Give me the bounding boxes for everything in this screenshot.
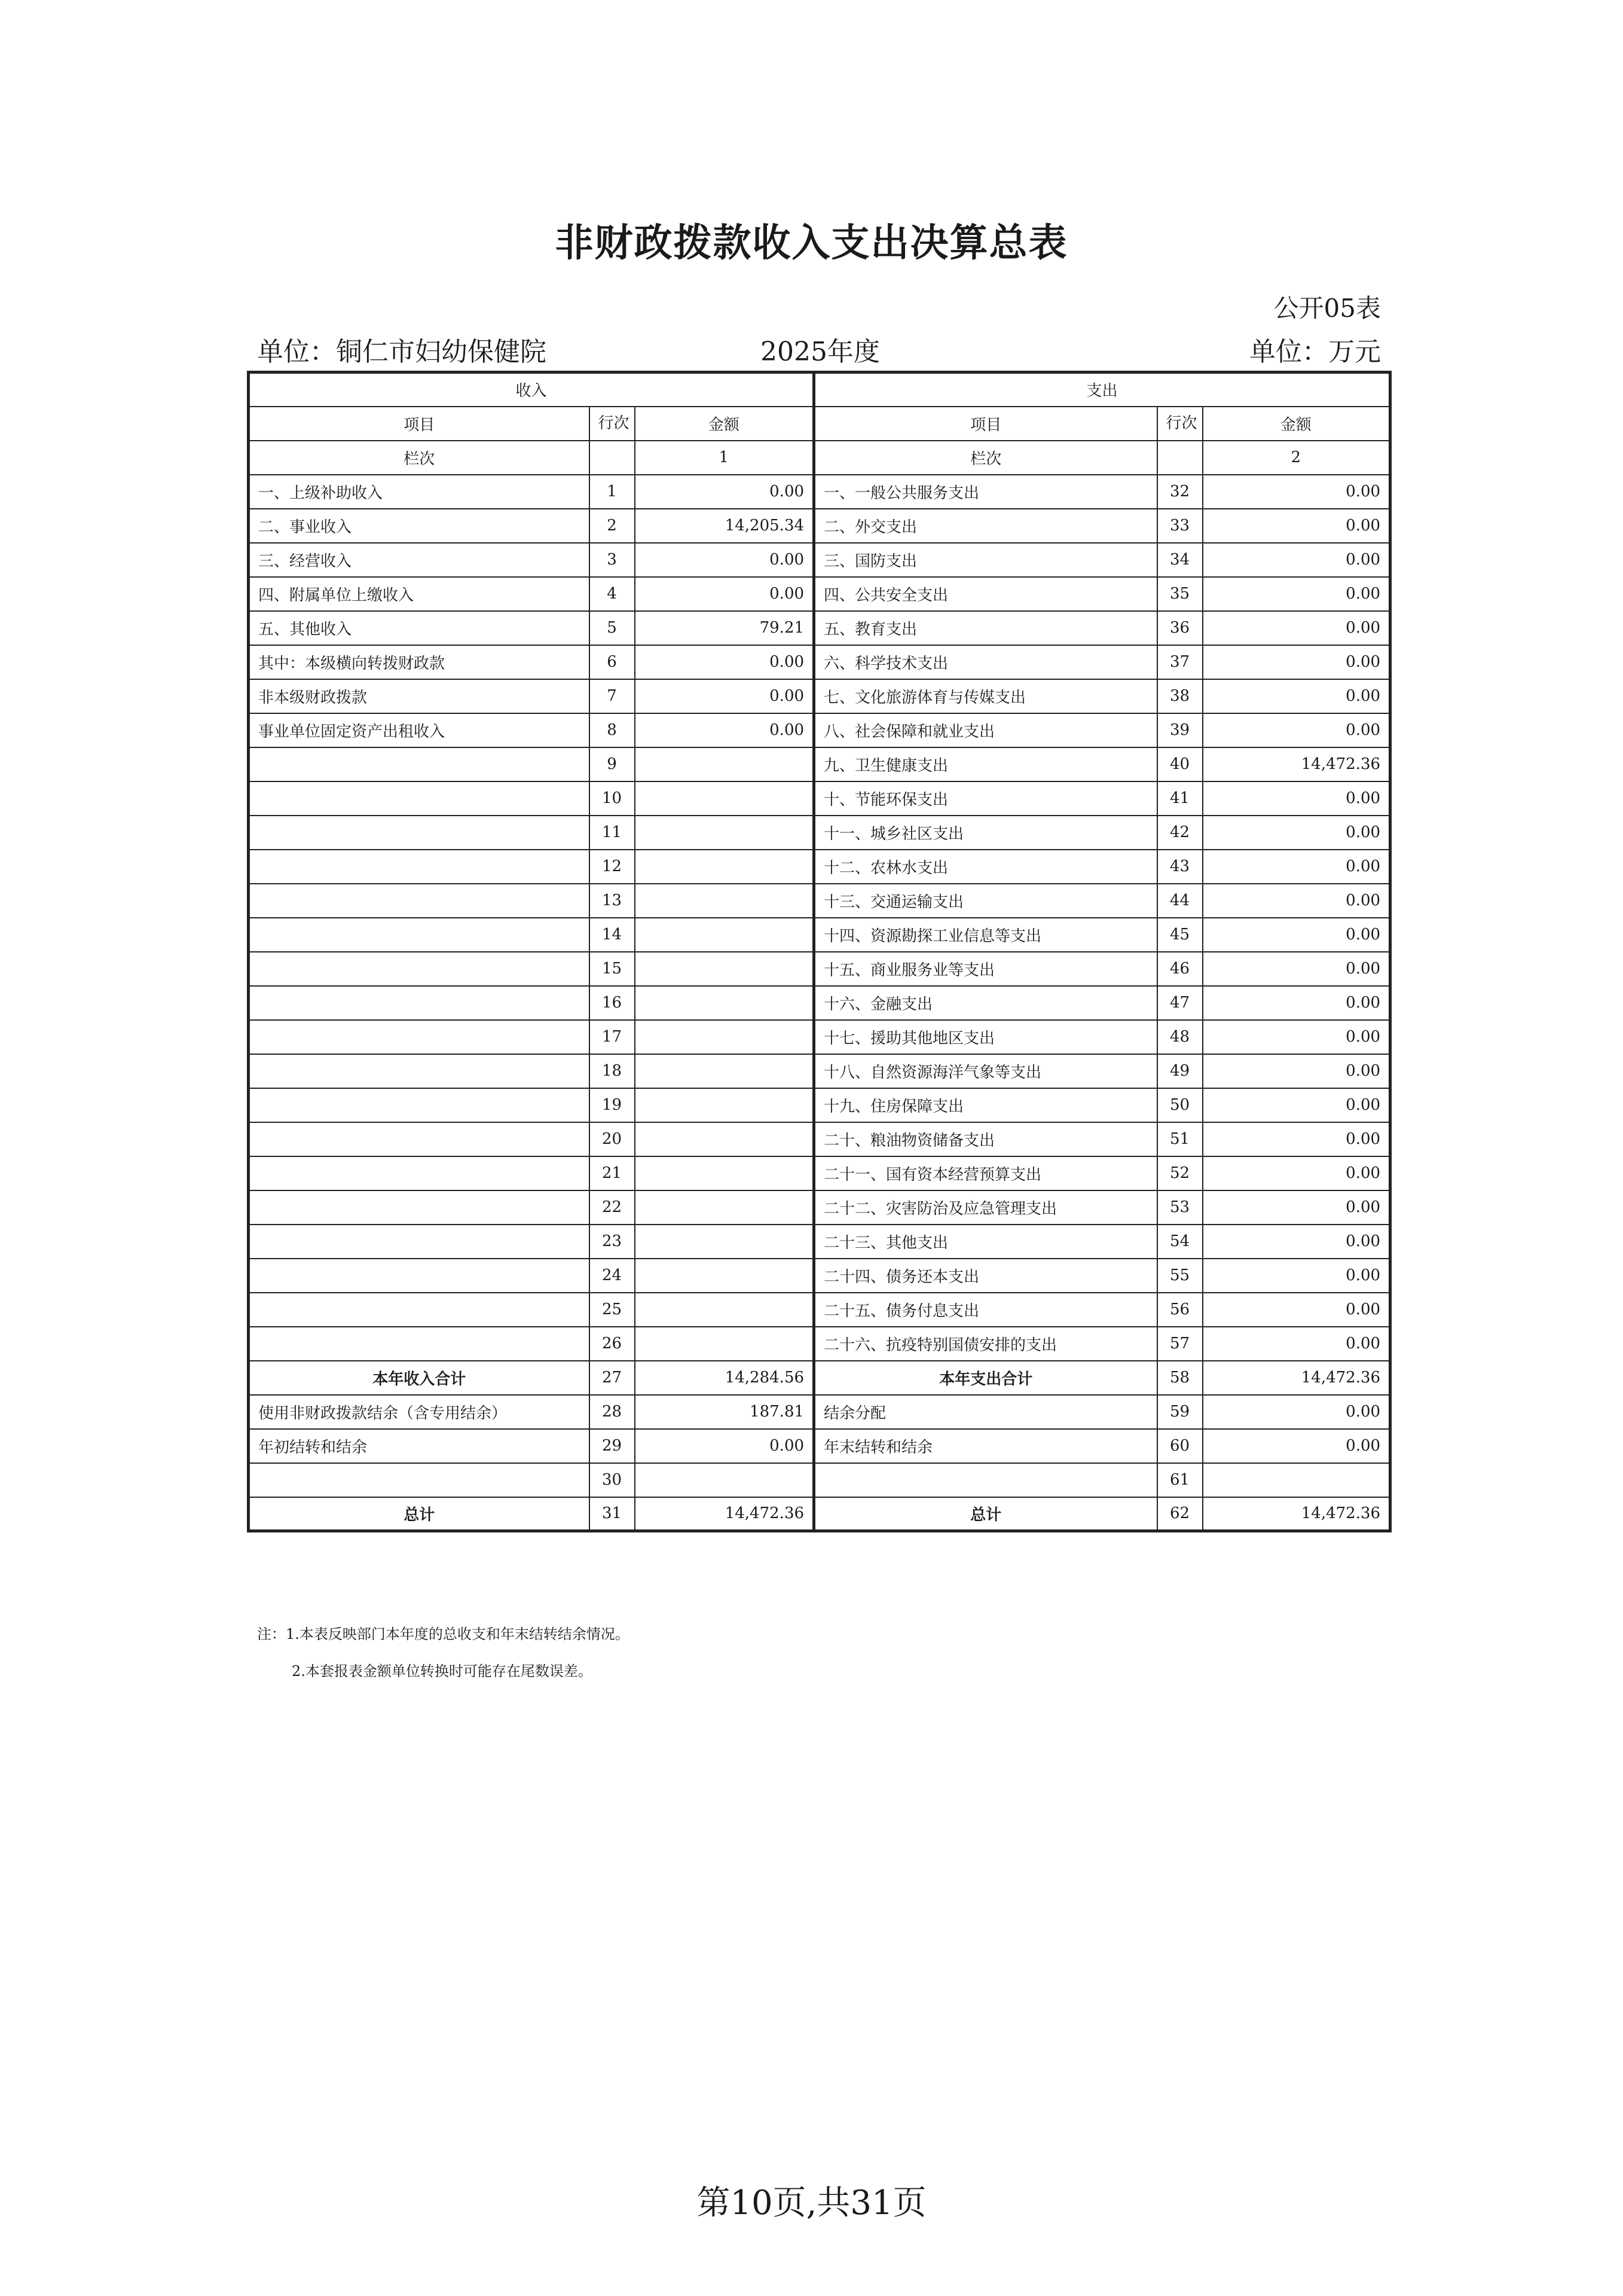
table-row [249, 1259, 1390, 1293]
expense-row-no: 37 [1157, 645, 1203, 679]
expense-row-no: 54 [1157, 1225, 1203, 1259]
table-row [249, 986, 1390, 1020]
expense-col-number: 2 [1203, 441, 1390, 475]
income-lanci-label: 栏次 [249, 441, 589, 475]
expense-row-no-header: 行次 [1157, 407, 1203, 441]
expense-item: 二十六、抗疫特别国债安排的支出 [814, 1327, 1157, 1361]
income-row-no: 12 [589, 850, 635, 884]
income-amount [635, 850, 814, 884]
expense-amount: 0.00 [1203, 1088, 1390, 1122]
expense-item: 二十、粮油物资储备支出 [814, 1122, 1157, 1156]
page-number: 第10页,共31页 [696, 2184, 927, 2222]
table-row [249, 747, 1390, 781]
expense-amount: 0.00 [1203, 1054, 1390, 1088]
expense-amount: 0.00 [1203, 1293, 1390, 1327]
income-row-no: 20 [589, 1122, 635, 1156]
income-amount [635, 747, 814, 781]
table-row [249, 884, 1390, 918]
income-amount [635, 1259, 814, 1293]
income-row-no: 2 [589, 509, 635, 543]
income-amount-header: 金额 [635, 407, 814, 441]
income-item [249, 1054, 589, 1088]
income-item: 一、上级补助收入 [249, 475, 589, 509]
income-amount: 0.00 [635, 577, 814, 611]
table-row [249, 679, 1390, 713]
income-row-no: 8 [589, 713, 635, 747]
table-row [249, 816, 1390, 850]
income-row-no: 10 [589, 781, 635, 816]
expense-amount: 0.00 [1203, 1225, 1390, 1259]
expense-amount: 0.00 [1203, 850, 1390, 884]
column-header-row [249, 407, 1390, 441]
income-row-no: 28 [589, 1395, 635, 1429]
income-row-no: 30 [589, 1463, 635, 1497]
income-amount [635, 1293, 814, 1327]
expense-amount: 0.00 [1203, 509, 1390, 543]
table-row [249, 1225, 1390, 1259]
income-item [249, 1293, 589, 1327]
income-row-no: 15 [589, 952, 635, 986]
expense-item: 十八、自然资源海洋气象等支出 [814, 1054, 1157, 1088]
form-number: 公开05表 [1273, 294, 1381, 323]
income-row-no: 19 [589, 1088, 635, 1122]
income-item: 事业单位固定资产出租收入 [249, 713, 589, 747]
expense-row-no: 56 [1157, 1293, 1203, 1327]
income-amount [635, 1463, 814, 1497]
income-item [249, 952, 589, 986]
table-row [249, 918, 1390, 952]
expense-amount: 0.00 [1203, 1327, 1390, 1361]
income-row-no: 1 [589, 475, 635, 509]
expense-row-no: 44 [1157, 884, 1203, 918]
income-item [249, 1122, 589, 1156]
income-amount: 187.81 [635, 1395, 814, 1429]
income-amount [635, 1190, 814, 1225]
expense-amount: 0.00 [1203, 1429, 1390, 1463]
expense-item: 五、教育支出 [814, 611, 1157, 645]
income-lanci-blank [589, 441, 635, 475]
expense-amount: 0.00 [1203, 1190, 1390, 1225]
income-item: 其中：本级横向转拨财政款 [249, 645, 589, 679]
expense-item: 总计 [814, 1497, 1157, 1531]
income-row-no: 16 [589, 986, 635, 1020]
expense-amount: 0.00 [1203, 645, 1390, 679]
expense-item: 二十二、灾害防治及应急管理支出 [814, 1190, 1157, 1225]
expense-item: 十九、住房保障支出 [814, 1088, 1157, 1122]
reporting-unit: 单位：铜仁市妇幼保健院 [257, 337, 546, 367]
income-item: 总计 [249, 1497, 589, 1531]
expense-item: 七、文化旅游体育与传媒支出 [814, 679, 1157, 713]
income-item [249, 986, 589, 1020]
expense-item: 年末结转和结余 [814, 1429, 1157, 1463]
table-row [249, 1088, 1390, 1122]
expense-item: 二、外交支出 [814, 509, 1157, 543]
income-expense-table [247, 371, 1392, 1532]
income-row-no: 31 [589, 1497, 635, 1531]
income-row-no: 13 [589, 884, 635, 918]
income-item [249, 850, 589, 884]
income-item [249, 1327, 589, 1361]
table-row [249, 1429, 1390, 1463]
income-item [249, 747, 589, 781]
expense-item: 二十三、其他支出 [814, 1225, 1157, 1259]
expense-item: 十三、交通运输支出 [814, 884, 1157, 918]
fiscal-year: 2025年度 [760, 337, 880, 367]
currency-unit: 单位：万元 [1249, 337, 1381, 367]
income-item [249, 1190, 589, 1225]
income-item: 非本级财政拨款 [249, 679, 589, 713]
expense-row-no: 36 [1157, 611, 1203, 645]
expense-lanci-blank [1157, 441, 1203, 475]
expense-header: 支出 [814, 373, 1390, 407]
income-item [249, 884, 589, 918]
expense-amount: 0.00 [1203, 1122, 1390, 1156]
expense-row-no: 57 [1157, 1327, 1203, 1361]
expense-item: 六、科学技术支出 [814, 645, 1157, 679]
expense-row-no: 55 [1157, 1259, 1203, 1293]
income-item [249, 1259, 589, 1293]
income-row-no: 9 [589, 747, 635, 781]
income-row-no: 17 [589, 1020, 635, 1054]
income-row-no: 4 [589, 577, 635, 611]
income-amount [635, 1122, 814, 1156]
expense-amount: 0.00 [1203, 1259, 1390, 1293]
expense-row-no: 38 [1157, 679, 1203, 713]
income-amount [635, 1156, 814, 1190]
income-amount: 14,284.56 [635, 1361, 814, 1395]
expense-row-no: 45 [1157, 918, 1203, 952]
income-item [249, 1020, 589, 1054]
income-item [249, 781, 589, 816]
expense-item [814, 1463, 1157, 1497]
expense-item: 本年支出合计 [814, 1361, 1157, 1395]
expense-row-no: 51 [1157, 1122, 1203, 1156]
expense-item: 二十五、债务付息支出 [814, 1293, 1157, 1327]
expense-lanci-label: 栏次 [814, 441, 1157, 475]
expense-row-no: 62 [1157, 1497, 1203, 1531]
income-row-no: 26 [589, 1327, 635, 1361]
expense-item: 二十一、国有资本经营预算支出 [814, 1156, 1157, 1190]
expense-row-no: 32 [1157, 475, 1203, 509]
table-row [249, 1327, 1390, 1361]
table-row [249, 1361, 1390, 1395]
table-row [249, 543, 1390, 577]
expense-row-no: 61 [1157, 1463, 1203, 1497]
income-amount [635, 986, 814, 1020]
expense-row-no: 48 [1157, 1020, 1203, 1054]
table-row [249, 1054, 1390, 1088]
income-amount: 0.00 [635, 543, 814, 577]
income-row-no: 29 [589, 1429, 635, 1463]
income-row-no: 3 [589, 543, 635, 577]
income-item [249, 1088, 589, 1122]
expense-amount: 0.00 [1203, 918, 1390, 952]
expense-item: 十五、商业服务业等支出 [814, 952, 1157, 986]
table-row [249, 645, 1390, 679]
income-amount [635, 781, 814, 816]
income-row-no: 21 [589, 1156, 635, 1190]
expense-amount: 0.00 [1203, 1156, 1390, 1190]
income-item: 五、其他收入 [249, 611, 589, 645]
expense-amount: 14,472.36 [1203, 1497, 1390, 1531]
expense-row-no: 41 [1157, 781, 1203, 816]
expense-row-no: 47 [1157, 986, 1203, 1020]
expense-row-no: 50 [1157, 1088, 1203, 1122]
table-row [249, 952, 1390, 986]
expense-row-no: 34 [1157, 543, 1203, 577]
income-row-no: 27 [589, 1361, 635, 1395]
expense-item: 三、国防支出 [814, 543, 1157, 577]
expense-item: 结余分配 [814, 1395, 1157, 1429]
expense-row-no: 53 [1157, 1190, 1203, 1225]
income-amount: 0.00 [635, 475, 814, 509]
income-amount [635, 952, 814, 986]
expense-item-header: 项目 [814, 407, 1157, 441]
income-item: 四、附属单位上缴收入 [249, 577, 589, 611]
expense-amount: 0.00 [1203, 986, 1390, 1020]
expense-amount: 0.00 [1203, 1020, 1390, 1054]
lanci-row [249, 441, 1390, 475]
expense-row-no: 40 [1157, 747, 1203, 781]
table-row [249, 1293, 1390, 1327]
table-row [249, 577, 1390, 611]
income-row-no: 18 [589, 1054, 635, 1088]
expense-row-no: 39 [1157, 713, 1203, 747]
section-header-row [249, 373, 1390, 407]
expense-amount: 0.00 [1203, 611, 1390, 645]
table-row [249, 850, 1390, 884]
income-amount: 14,205.34 [635, 509, 814, 543]
page-title: 非财政拨款收入支出决算总表 [555, 221, 1068, 265]
income-amount [635, 1327, 814, 1361]
income-item: 本年收入合计 [249, 1361, 589, 1395]
expense-row-no: 46 [1157, 952, 1203, 986]
income-amount [635, 1020, 814, 1054]
expense-amount [1203, 1463, 1390, 1497]
expense-row-no: 60 [1157, 1429, 1203, 1463]
expense-item: 十、节能环保支出 [814, 781, 1157, 816]
table-row [249, 1395, 1390, 1429]
income-row-no: 7 [589, 679, 635, 713]
income-amount: 0.00 [635, 713, 814, 747]
income-amount [635, 1088, 814, 1122]
expense-item: 十二、农林水支出 [814, 850, 1157, 884]
table-row [249, 1020, 1390, 1054]
table-row [249, 1122, 1390, 1156]
income-row-no: 5 [589, 611, 635, 645]
expense-item: 十四、资源勘探工业信息等支出 [814, 918, 1157, 952]
expense-item: 十一、城乡社区支出 [814, 816, 1157, 850]
table-notes [257, 1622, 629, 1696]
expense-row-no: 43 [1157, 850, 1203, 884]
income-item [249, 816, 589, 850]
expense-item: 九、卫生健康支出 [814, 747, 1157, 781]
expense-amount: 0.00 [1203, 679, 1390, 713]
table-row [249, 781, 1390, 816]
table-row [249, 1497, 1390, 1531]
expense-row-no: 49 [1157, 1054, 1203, 1088]
income-row-no-header: 行次 [589, 407, 635, 441]
income-amount: 0.00 [635, 679, 814, 713]
income-header: 收入 [249, 373, 814, 407]
expense-item: 四、公共安全支出 [814, 577, 1157, 611]
income-item: 年初结转和结余 [249, 1429, 589, 1463]
income-item [249, 1156, 589, 1190]
income-col-number: 1 [635, 441, 814, 475]
expense-row-no: 58 [1157, 1361, 1203, 1395]
expense-amount: 0.00 [1203, 577, 1390, 611]
income-item [249, 1463, 589, 1497]
expense-amount: 0.00 [1203, 543, 1390, 577]
table-row [249, 1463, 1390, 1497]
note-2: 2.本套报表金额单位转换时可能存在尾数误差。 [292, 1663, 592, 1680]
income-amount: 79.21 [635, 611, 814, 645]
expense-amount: 14,472.36 [1203, 747, 1390, 781]
income-row-no: 25 [589, 1293, 635, 1327]
expense-amount: 0.00 [1203, 884, 1390, 918]
income-item: 使用非财政拨款结余（含专用结余） [249, 1395, 589, 1429]
income-amount: 14,472.36 [635, 1497, 814, 1531]
income-row-no: 22 [589, 1190, 635, 1225]
income-item [249, 918, 589, 952]
expense-amount: 0.00 [1203, 1395, 1390, 1429]
income-row-no: 14 [589, 918, 635, 952]
income-amount [635, 1054, 814, 1088]
table-row [249, 509, 1390, 543]
income-amount: 0.00 [635, 645, 814, 679]
expense-item: 二十四、债务还本支出 [814, 1259, 1157, 1293]
income-row-no: 6 [589, 645, 635, 679]
expense-amount: 0.00 [1203, 713, 1390, 747]
table-row [249, 1156, 1390, 1190]
expense-row-no: 33 [1157, 509, 1203, 543]
expense-amount-header: 金额 [1203, 407, 1390, 441]
income-item [249, 1225, 589, 1259]
expense-item: 八、社会保障和就业支出 [814, 713, 1157, 747]
income-item: 二、事业收入 [249, 509, 589, 543]
income-row-no: 23 [589, 1225, 635, 1259]
table-row [249, 475, 1390, 509]
income-amount [635, 1225, 814, 1259]
note-1: 注：1.本表反映部门本年度的总收支和年末结转结余情况。 [257, 1626, 629, 1642]
income-row-no: 11 [589, 816, 635, 850]
expense-amount: 0.00 [1203, 781, 1390, 816]
income-amount [635, 884, 814, 918]
expense-item: 一、一般公共服务支出 [814, 475, 1157, 509]
table-row [249, 713, 1390, 747]
expense-amount: 0.00 [1203, 952, 1390, 986]
expense-item: 十六、金融支出 [814, 986, 1157, 1020]
expense-row-no: 35 [1157, 577, 1203, 611]
expense-row-no: 42 [1157, 816, 1203, 850]
income-row-no: 24 [589, 1259, 635, 1293]
expense-row-no: 52 [1157, 1156, 1203, 1190]
table-row [249, 611, 1390, 645]
income-item: 三、经营收入 [249, 543, 589, 577]
income-amount [635, 816, 814, 850]
expense-amount: 14,472.36 [1203, 1361, 1390, 1395]
expense-amount: 0.00 [1203, 475, 1390, 509]
income-amount: 0.00 [635, 1429, 814, 1463]
table-row [249, 1190, 1390, 1225]
income-item-header: 项目 [249, 407, 589, 441]
income-amount [635, 918, 814, 952]
expense-row-no: 59 [1157, 1395, 1203, 1429]
expense-amount: 0.00 [1203, 816, 1390, 850]
expense-item: 十七、援助其他地区支出 [814, 1020, 1157, 1054]
